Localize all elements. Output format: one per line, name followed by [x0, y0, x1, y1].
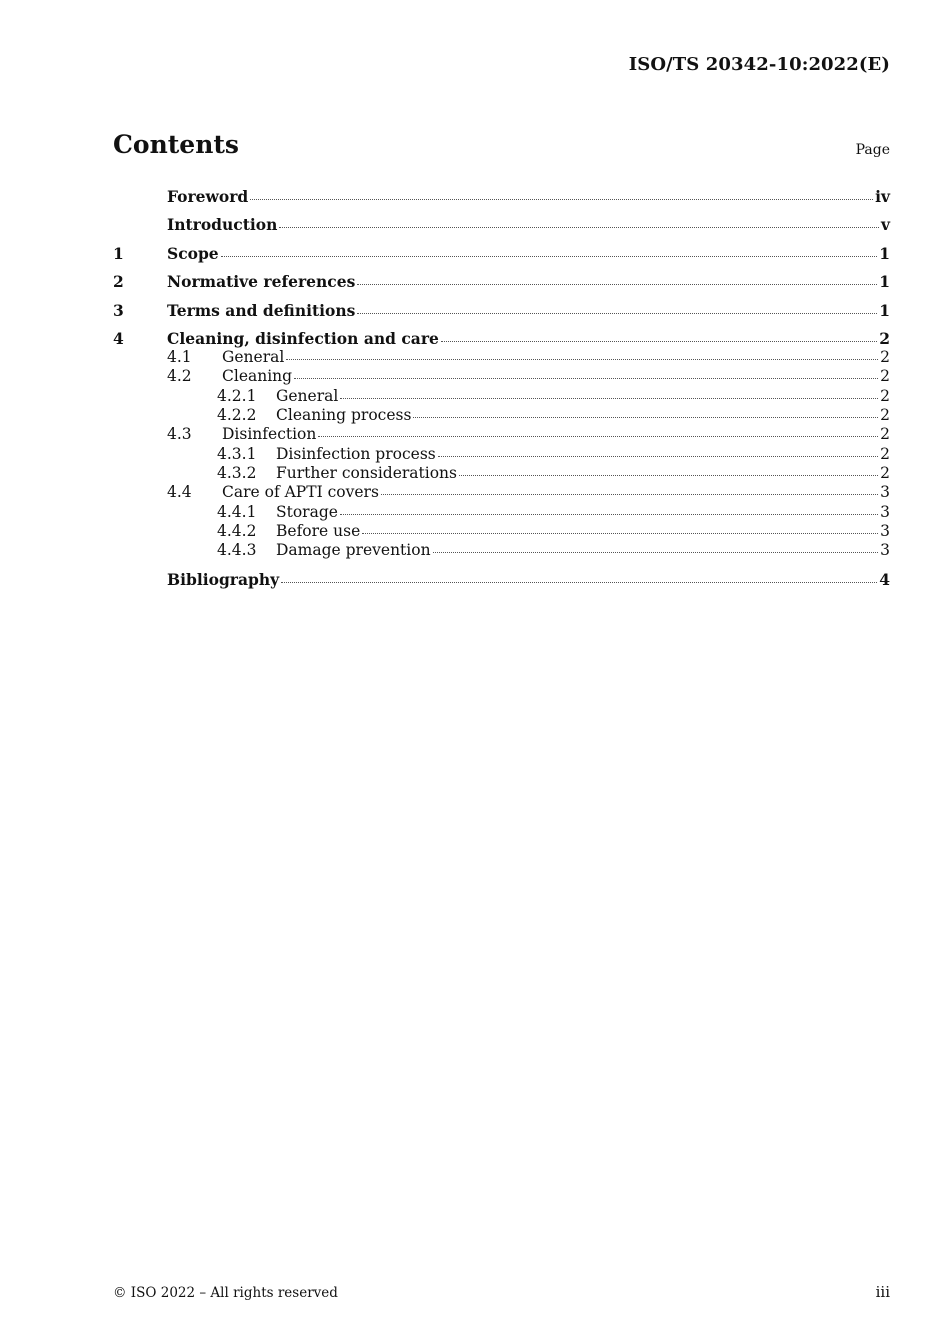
copyright-notice: © ISO 2022 – All rights reserved	[113, 1285, 338, 1301]
toc-entry-page: 2	[880, 425, 890, 443]
page-column-label: Page	[855, 142, 890, 158]
toc-dot-leader	[221, 256, 878, 257]
toc-entry-number: 4.4	[167, 483, 192, 501]
toc-entry-label: Bibliography	[167, 570, 280, 589]
toc-entry-page: 2	[879, 329, 890, 348]
toc-entry-page: 3	[880, 483, 890, 501]
toc-entry-label: Before use	[276, 522, 361, 540]
toc-entry-page: 2	[880, 406, 890, 424]
toc-entry-number: 4.4.2	[217, 522, 257, 540]
toc-dot-leader	[279, 227, 879, 228]
toc-entry-label: Cleaning, disinfection and care	[167, 329, 439, 348]
toc-entry-label: Introduction	[167, 215, 278, 234]
toc-entry-label: Cleaning	[222, 367, 293, 385]
toc-entry[interactable]	[113, 244, 890, 263]
toc-entry-label: Care of APTI covers	[222, 483, 379, 501]
toc-dot-leader	[362, 533, 878, 534]
toc-entry[interactable]	[113, 301, 890, 320]
toc-entry-number: 3	[113, 301, 124, 320]
toc-entry-number: 4.2.1	[217, 387, 257, 405]
toc-entry[interactable]	[113, 522, 890, 540]
toc-entry-number: 4.2	[167, 367, 192, 385]
toc-entry[interactable]	[113, 483, 890, 501]
toc-entry-number: 4.4.1	[217, 503, 257, 521]
toc-entry-label: General	[276, 387, 339, 405]
toc-entry-page: 2	[880, 464, 890, 482]
toc-entry-page: 2	[880, 387, 890, 405]
toc-dot-leader	[340, 398, 878, 399]
toc-dot-leader	[438, 456, 878, 457]
toc-entry[interactable]	[113, 387, 890, 405]
toc-entry-page: 4	[879, 570, 890, 589]
contents-title: Contents	[113, 130, 240, 159]
toc-entry[interactable]	[113, 425, 890, 443]
toc-entry-page: 1	[879, 244, 890, 263]
toc-entry-number: 4.3.2	[217, 464, 257, 482]
toc-entry-page: 3	[880, 541, 890, 559]
toc-dot-leader	[441, 341, 877, 342]
toc-dot-leader	[459, 475, 878, 476]
toc-entry[interactable]	[113, 348, 890, 366]
toc-entry[interactable]	[113, 445, 890, 463]
toc-entry-label: Further considerations	[276, 464, 457, 482]
toc-dot-leader	[286, 359, 878, 360]
toc-dot-leader	[294, 378, 878, 379]
toc-entry-page: 2	[880, 348, 890, 366]
toc-entry-label: Normative references	[167, 272, 356, 291]
toc-entry[interactable]	[113, 406, 890, 424]
toc-entry-label: Damage prevention	[276, 541, 431, 559]
toc-dot-leader	[357, 313, 877, 314]
toc-entry-page: v	[880, 215, 890, 234]
toc-entry-number: 4.2.2	[217, 406, 257, 424]
toc-dot-leader	[413, 417, 878, 418]
toc-entry-page: 1	[879, 272, 890, 291]
toc-entry-label: Storage	[276, 503, 338, 521]
toc-entry-number: 4.4.3	[217, 541, 257, 559]
toc-entry[interactable]	[113, 503, 890, 521]
toc-dot-leader	[433, 552, 879, 553]
toc-entry-number: 1	[113, 244, 124, 263]
document-id: ISO/TS 20342-10:2022(E)	[628, 54, 890, 75]
toc-entry-number: 2	[113, 272, 124, 291]
toc-entry-label: Cleaning process	[276, 406, 412, 424]
toc-entry-label: Terms and definitions	[167, 301, 356, 320]
toc-entry[interactable]	[113, 464, 890, 482]
toc-entry[interactable]	[113, 187, 890, 206]
toc-dot-leader	[357, 284, 877, 285]
toc-dot-leader	[381, 494, 878, 495]
toc-entry[interactable]	[113, 570, 890, 589]
toc-entry-label: General	[222, 348, 285, 366]
toc-entry-number: 4	[113, 329, 124, 348]
page-number: iii	[875, 1283, 890, 1301]
toc-entry-label: Foreword	[167, 187, 249, 206]
toc-dot-leader	[340, 514, 878, 515]
toc-dot-leader	[318, 436, 878, 437]
toc-entry-page: 3	[880, 503, 890, 521]
toc-entry-number: 4.3	[167, 425, 192, 443]
toc-entry-label: Scope	[167, 244, 219, 263]
toc-entry[interactable]	[113, 541, 890, 559]
toc-entry-page: 2	[880, 367, 890, 385]
toc-entry-page: 3	[880, 522, 890, 540]
toc-entry[interactable]	[113, 272, 890, 291]
toc-dot-leader	[250, 199, 873, 200]
toc-entry-page: 1	[879, 301, 890, 320]
toc-entry-number: 4.3.1	[217, 445, 257, 463]
toc-entry-page: iv	[875, 187, 890, 206]
toc-entry[interactable]	[113, 367, 890, 385]
toc-entry-label: Disinfection process	[276, 445, 436, 463]
toc-entry[interactable]	[113, 215, 890, 234]
toc-entry-label: Disinfection	[222, 425, 317, 443]
toc-entry-number: 4.1	[167, 348, 192, 366]
toc-entry-page: 2	[880, 445, 890, 463]
toc-entry[interactable]	[113, 329, 890, 348]
toc-dot-leader	[281, 582, 877, 583]
